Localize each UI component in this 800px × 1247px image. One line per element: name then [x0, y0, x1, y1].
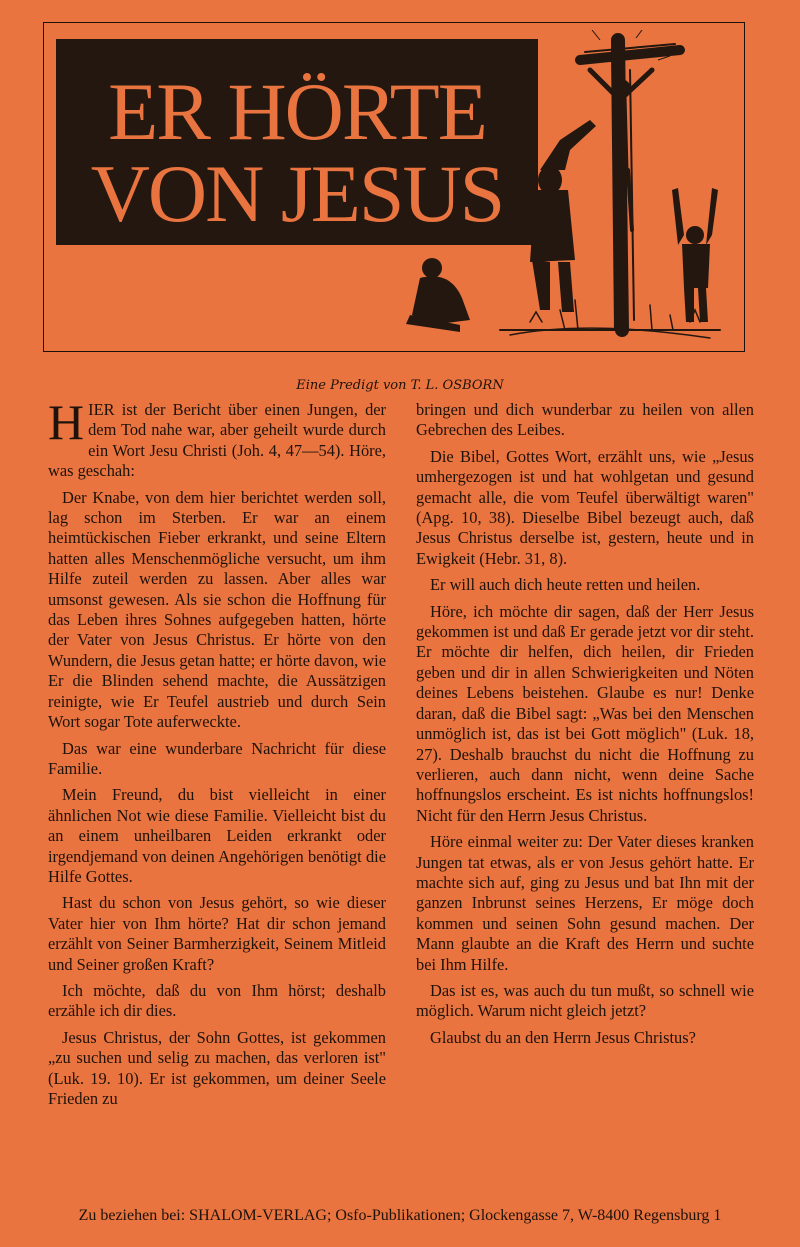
paragraph: HIER ist der Bericht über einen Jungen, der dem Tod nahe war, aber geheilt wurde durch ein Wort Jesu Christi (Joh. 4, 47—54). Höre, was geschah: — [48, 394, 386, 481]
left-column — [48, 394, 386, 1115]
footer-address: Zu beziehen bei: SHALOM-VERLAG; Osfo-Publikationen; Glockengasse 7, W-8400 Regensburg 1 — [78, 1207, 722, 1224]
paragraph: Er will auch dich heute retten und heilen. — [430, 575, 701, 595]
paragraph: Höre, ich möchte dir sagen, daß der Herr Jesus gekommen ist und daß Er gerade jetzt vor dir steht. Er möchte dir helfen, dich heilen, dir Frieden geben und dir in allen Schwierigkeiten und Nöten deines Lebens beistehen. Glaube es nur! Denke daran, daß die Bibel sagt: „Was bei den Menschen unmöglich ist, das ist bei Gott möglich" (Luk. 18, 27). Deshalb brauchst du nicht die Hoffnung zu verlieren, auch dann nicht, wenn deine Sache hoffnungslos erscheint. Es ist nichts hoffnungslos! Nicht für den Herrn Jesus Christus. — [416, 601, 754, 825]
paragraph: Höre einmal weiter zu: Der Vater dieses kranken Jungen tat etwas, als er von Jesus gehört hatte. Er machte sich auf, ging zu Jesus und bat Ihn mit der ganzen Inbrunst seines Herzens, Er möge doch kommen und seinen Sohn gesund machen. Der Mann glaubte an die Kraft des Herrn und suchte bei Ihm Hilfe. — [416, 832, 754, 974]
title-line-2: VON JESUS — [90, 148, 504, 239]
paragraph: Das war eine wunderbare Nachricht für diese Familie. — [48, 738, 386, 778]
right-column — [416, 400, 754, 1054]
crucifixion-illustration — [390, 30, 735, 350]
paragraph: Hast du schon von Jesus gehört, so wie dieser Vater hier von Ihm hörte? Hat dir schon jemand erzählt von Seiner Barmherzigkeit, Seinem Mitleid und Seiner großen Kraft? — [48, 893, 386, 974]
title-line-1: ER HÖRTE — [108, 66, 486, 157]
paragraph: Das ist es, was auch du tun mußt, so schnell wie möglich. Warum nicht gleich jetzt? — [416, 980, 754, 1021]
drop-cap: H — [48, 394, 85, 450]
paragraph: Der Knabe, von dem hier berichtet werden soll, lag schon im Sterben. Er war an einem heimtückischen Fieber erkrankt, und seine Eltern hatten alles Menschenmögliche versucht, um ihm Hilfe zuteil werden zu lassen. Aber alles war umsonst gewesen. Als sie schon die Hoffnung für das Leben ihres Sohnes aufgegeben hatten, hörte der Vater von Jesus Christus. Er hörte von den Wundern, die Jesus getan hatte; er hörte davon, wie Er die Blinden sehend machte, die Aussätzigen reinigte, wie Er Teufel austrieb und durch Sein Wort sogar Tote auferweckte. — [48, 487, 386, 732]
paragraph: Glaubst du an den Herrn Jesus Christus? — [430, 1027, 696, 1047]
paragraph: Die Bibel, Gottes Wort, erzählt uns, wie „Jesus umhergezogen ist und hat wohlgetan und gesund gemacht alle, die vom Teufel überwältigt waren" (Apg. 10, 38). Dieselbe Bibel bezeugt auch, daß Jesus Christus derselbe ist, gestern, heute und in Ewigkeit (Hebr. 31, 8). — [416, 446, 754, 568]
paragraph: Mein Freund, du bist vielleicht in einer ähnlichen Not wie diese Familie. Vielleicht bist du an einem unheilbaren Leiden erkrankt oder irgendjemand von deinen Angehörigen benötigt die Hilfe Gottes. — [48, 785, 386, 886]
byline: Eine Predigt von T. L. OSBORN — [296, 378, 504, 393]
paragraph: Jesus Christus, der Sohn Gottes, ist gekommen „zu suchen und selig zu machen, das verloren ist" (Luk. 19. 10). Er ist gekommen, um deiner Seele Frieden zu — [48, 1027, 386, 1108]
paragraph: Ich möchte, daß du von Ihm hörst; deshalb erzähle ich dir dies. — [48, 980, 386, 1021]
paragraph: bringen und dich wunderbar zu heilen von allen Gebrechen des Leibes. — [416, 400, 754, 440]
